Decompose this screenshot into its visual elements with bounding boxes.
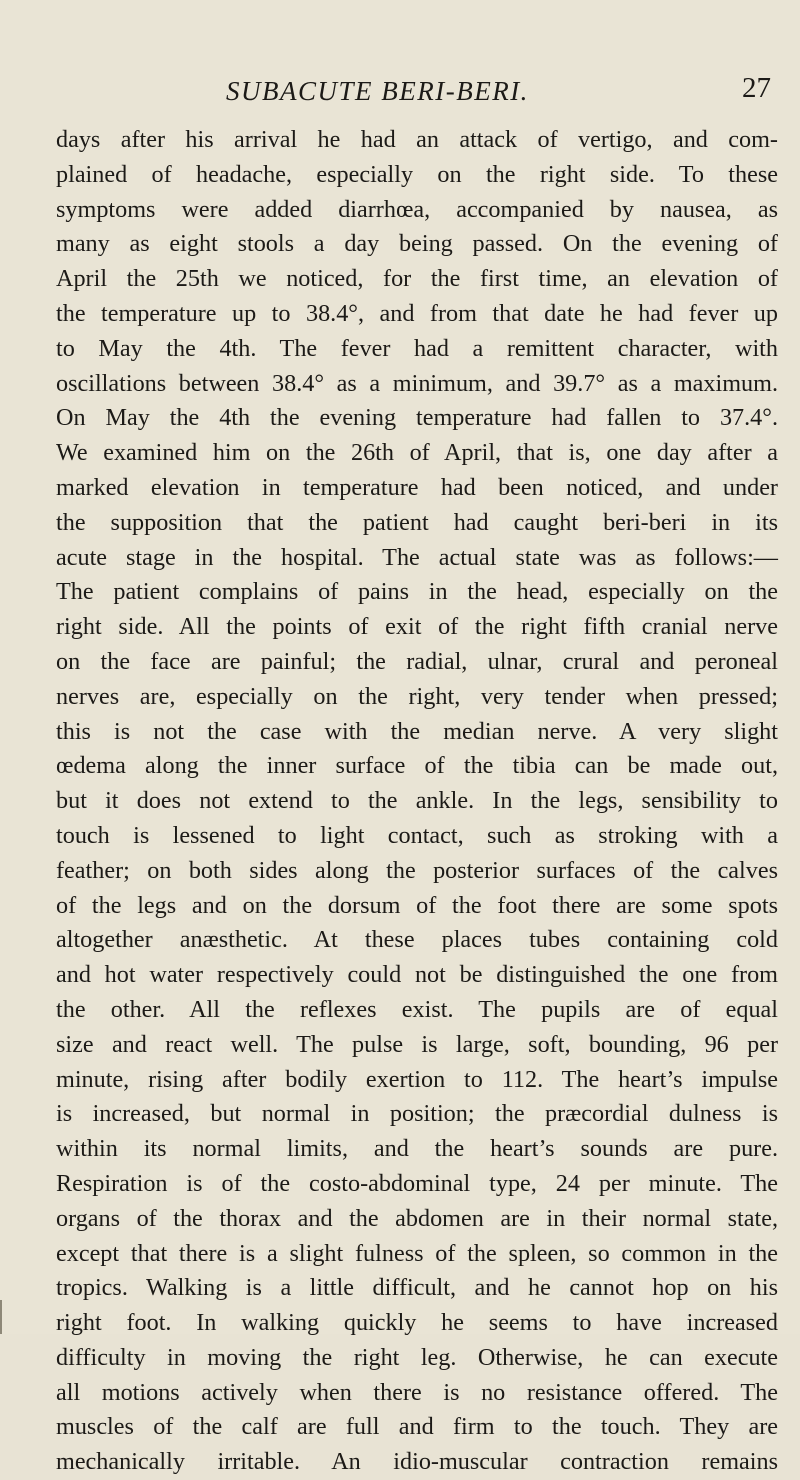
text-line: this is not the case with the median nerve. A very slight [56, 717, 778, 745]
text-line: œdema along the inner surface of the tibia can be made out, [56, 752, 778, 780]
text-line: minute, rising after bodily exertion to 112. The heart’s impulse [56, 1065, 778, 1093]
text-line: on the face are painful; the radial, ulnar, crural and peroneal [56, 647, 778, 675]
text-line: On May the 4th the evening temperature had fallen to 37.4°. [56, 404, 778, 432]
text-line: tropics. Walking is a little difficult, and he cannot hop on his [56, 1274, 778, 1302]
text-line: touch is lessened to light contact, such as stroking with a [56, 821, 778, 849]
text-line: of the legs and on the dorsum of the foot there are some spots [56, 891, 778, 919]
text-line: muscles of the calf are full and firm to the touch. They are [56, 1413, 778, 1441]
text-line: many as eight stools a day being passed. On the evening of [56, 230, 778, 258]
text-line: organs of the thorax and the abdomen are in their normal state, [56, 1204, 778, 1232]
text-line: days after his arrival he had an attack of vertigo, and com- [56, 126, 778, 153]
text-line: April the 25th we noticed, for the first time, an elevation of [56, 265, 778, 293]
text-line: The patient complains of pains in the head, especially on the [56, 578, 778, 606]
text-line: and hot water respectively could not be distinguished the one from [56, 961, 778, 989]
text-line: within its normal limits, and the heart’s sounds are pure. [56, 1135, 778, 1163]
running-head: SUBACUTE BERI-BERI. [226, 76, 529, 106]
text-line: mechanically irritable. An idio-muscular contraction remains [56, 1448, 778, 1476]
text-line: marked elevation in temperature had been noticed, and under [56, 473, 778, 501]
text-line: to May the 4th. The fever had a remittent character, with [56, 334, 778, 362]
text-line: nerves are, especially on the right, very tender when pressed; [56, 682, 778, 710]
text-line: except that there is a slight fulness of the spleen, so common in the [56, 1239, 778, 1267]
text-line: plained of headache, especially on the right side. To these [56, 160, 778, 188]
text-line: but it does not extend to the ankle. In the legs, sensibility to [56, 787, 778, 815]
text-line: difficulty in moving the right leg. Otherwise, he can execute [56, 1343, 778, 1371]
text-line: We examined him on the 26th of April, that is, one day after a [56, 439, 778, 467]
text-line: Respiration is of the costo-abdominal type, 24 per minute. The [56, 1169, 778, 1197]
text-line: altogether anæsthetic. At these places tubes containing cold [56, 926, 778, 954]
body-text [56, 123, 778, 1480]
text-line: acute stage in the hospital. The actual state was as follows:— [56, 543, 778, 571]
text-line: is increased, but normal in position; the præcordial dulness is [56, 1100, 778, 1128]
text-line: right side. All the points of exit of the right fifth cranial nerve [56, 613, 778, 641]
text-line: oscillations between 38.4° as a minimum, and 39.7° as a maximum. [56, 369, 778, 397]
text-line: right foot. In walking quickly he seems to have increased [56, 1309, 778, 1337]
text-line: the temperature up to 38.4°, and from that date he had fever up [56, 299, 778, 327]
text-line: all motions actively when there is no resistance offered. The [56, 1378, 778, 1406]
text-line: the other. All the reflexes exist. The pupils are of equal [56, 995, 778, 1023]
page-number: 27 [742, 72, 771, 104]
text-line: size and react well. The pulse is large, soft, bounding, 96 per [56, 1030, 778, 1058]
text-line: feather; on both sides along the posterior surfaces of the calves [56, 856, 778, 884]
text-line: symptoms were added diarrhœa, accompanied by nausea, as [56, 195, 778, 223]
page-edge-mark [0, 1300, 2, 1334]
text-line: the supposition that the patient had caught beri-beri in its [56, 508, 778, 536]
